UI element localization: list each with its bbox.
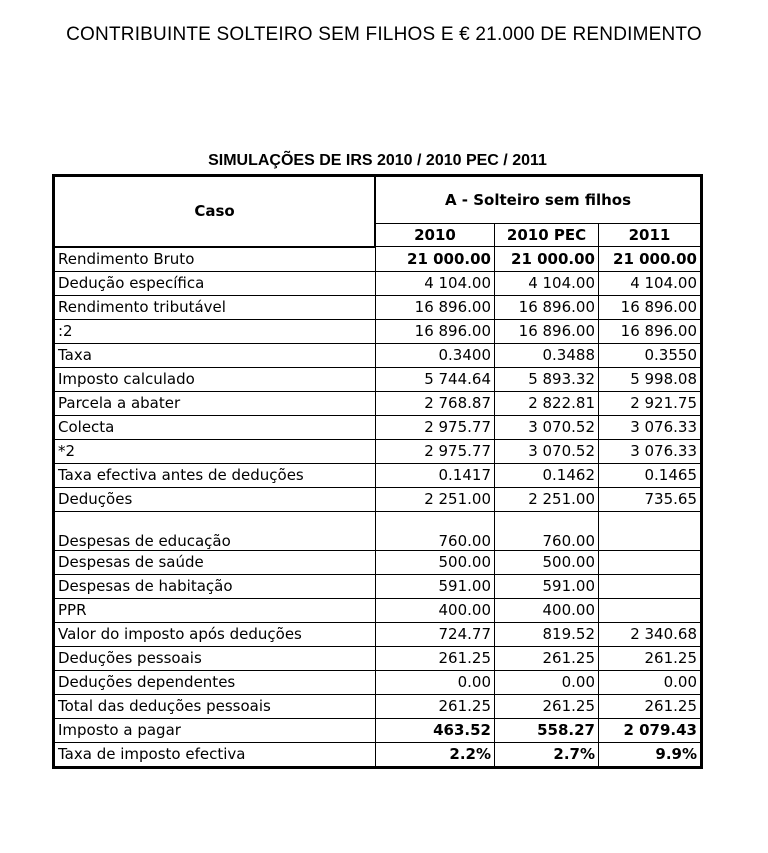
cell-2010: 2 975.77	[375, 415, 495, 439]
row-label: Deduções	[54, 487, 376, 511]
cell-2010-pec: 4 104.00	[495, 271, 599, 295]
cell-2010-pec: 3 070.52	[495, 439, 599, 463]
row-label: Colecta	[54, 415, 376, 439]
table-row	[54, 742, 702, 767]
page-heading: CONTRIBUINTE SOLTEIRO SEM FILHOS E € 21.000 DE RENDIMENTO	[66, 24, 702, 45]
cell-2011	[599, 511, 702, 550]
cell-2010-pec: 261.25	[495, 694, 599, 718]
cell-2010: 16 896.00	[375, 319, 495, 343]
table-row	[54, 463, 702, 487]
cell-2010-pec: 760.00	[495, 511, 599, 550]
table-row	[54, 598, 702, 622]
row-label: Despesas de educação	[54, 511, 376, 550]
cell-2010-pec: 591.00	[495, 574, 599, 598]
cell-2011: 261.25	[599, 646, 702, 670]
cell-2011: 16 896.00	[599, 295, 702, 319]
cell-2011: 16 896.00	[599, 319, 702, 343]
row-label: Despesas de habitação	[54, 574, 376, 598]
row-label: Imposto a pagar	[54, 718, 376, 742]
cell-2010: 463.52	[375, 718, 495, 742]
cell-2010: 2.2%	[375, 742, 495, 767]
table-row	[54, 550, 702, 574]
cell-2010: 760.00	[375, 511, 495, 550]
cell-2010: 500.00	[375, 550, 495, 574]
table-row	[54, 247, 702, 272]
cell-2010: 5 744.64	[375, 367, 495, 391]
cell-2011: 5 998.08	[599, 367, 702, 391]
cell-2010-pec: 558.27	[495, 718, 599, 742]
cell-2011	[599, 574, 702, 598]
cell-2010-pec: 16 896.00	[495, 319, 599, 343]
year-header-2010: 2010	[375, 224, 495, 247]
cell-2010: 2 768.87	[375, 391, 495, 415]
cell-2010-pec: 0.00	[495, 670, 599, 694]
cell-2011: 2 340.68	[599, 622, 702, 646]
row-label: Deduções pessoais	[54, 646, 376, 670]
cell-2010-pec: 261.25	[495, 646, 599, 670]
year-header-2011: 2011	[599, 224, 702, 247]
cell-2010-pec: 2.7%	[495, 742, 599, 767]
case-header: Caso	[54, 176, 376, 247]
cell-2011: 261.25	[599, 694, 702, 718]
cell-2010: 21 000.00	[375, 247, 495, 272]
row-label: Taxa de imposto efectiva	[54, 742, 376, 767]
table-row	[54, 439, 702, 463]
table-row	[54, 391, 702, 415]
row-label: Parcela a abater	[54, 391, 376, 415]
table-row	[54, 646, 702, 670]
table-row	[54, 271, 702, 295]
cell-2011: 3 076.33	[599, 415, 702, 439]
group-header: A - Solteiro sem filhos	[375, 176, 702, 224]
year-header-2010-pec: 2010 PEC	[495, 224, 599, 247]
cell-2010-pec: 16 896.00	[495, 295, 599, 319]
row-label: Total das deduções pessoais	[54, 694, 376, 718]
row-label: Imposto calculado	[54, 367, 376, 391]
cell-2011: 0.00	[599, 670, 702, 694]
cell-2011: 21 000.00	[599, 247, 702, 272]
table-row	[54, 694, 702, 718]
cell-2010-pec: 3 070.52	[495, 415, 599, 439]
cell-2010: 261.25	[375, 646, 495, 670]
table-row	[54, 487, 702, 511]
row-label: PPR	[54, 598, 376, 622]
row-label: Taxa	[54, 343, 376, 367]
cell-2010: 0.1417	[375, 463, 495, 487]
row-label: Taxa efectiva antes de deduções	[54, 463, 376, 487]
cell-2011: 3 076.33	[599, 439, 702, 463]
row-label: :2	[54, 319, 376, 343]
table-row	[54, 622, 702, 646]
cell-2011: 0.1465	[599, 463, 702, 487]
row-label: Rendimento tributável	[54, 295, 376, 319]
table-row	[54, 295, 702, 319]
cell-2010-pec: 819.52	[495, 622, 599, 646]
cell-2010: 16 896.00	[375, 295, 495, 319]
row-label: Rendimento Bruto	[54, 247, 376, 272]
cell-2010: 724.77	[375, 622, 495, 646]
table-row	[54, 670, 702, 694]
cell-2010: 0.3400	[375, 343, 495, 367]
cell-2010-pec: 400.00	[495, 598, 599, 622]
cell-2010: 0.00	[375, 670, 495, 694]
table-title: SIMULAÇÕES DE IRS 2010 / 2010 PEC / 2011	[208, 152, 547, 169]
cell-2010: 591.00	[375, 574, 495, 598]
row-label: *2	[54, 439, 376, 463]
cell-2011: 2 079.43	[599, 718, 702, 742]
table-row	[54, 319, 702, 343]
cell-2010-pec: 2 251.00	[495, 487, 599, 511]
cell-2010: 400.00	[375, 598, 495, 622]
cell-2011	[599, 550, 702, 574]
cell-2010-pec: 0.3488	[495, 343, 599, 367]
row-label: Dedução específica	[54, 271, 376, 295]
cell-2010: 4 104.00	[375, 271, 495, 295]
cell-2011: 735.65	[599, 487, 702, 511]
cell-2010-pec: 21 000.00	[495, 247, 599, 272]
cell-2011: 9.9%	[599, 742, 702, 767]
table-row	[54, 367, 702, 391]
cell-2011: 2 921.75	[599, 391, 702, 415]
row-label: Deduções dependentes	[54, 670, 376, 694]
row-label: Despesas de saúde	[54, 550, 376, 574]
table-row	[54, 574, 702, 598]
table-row	[54, 511, 702, 550]
table-row	[54, 718, 702, 742]
cell-2011: 4 104.00	[599, 271, 702, 295]
table-row	[54, 343, 702, 367]
cell-2010: 261.25	[375, 694, 495, 718]
cell-2011	[599, 598, 702, 622]
cell-2010-pec: 500.00	[495, 550, 599, 574]
table-row	[54, 415, 702, 439]
cell-2011: 0.3550	[599, 343, 702, 367]
cell-2010-pec: 5 893.32	[495, 367, 599, 391]
cell-2010: 2 251.00	[375, 487, 495, 511]
irs-simulation-table	[52, 174, 703, 769]
cell-2010: 2 975.77	[375, 439, 495, 463]
cell-2010-pec: 0.1462	[495, 463, 599, 487]
row-label: Valor do imposto após deduções	[54, 622, 376, 646]
cell-2010-pec: 2 822.81	[495, 391, 599, 415]
